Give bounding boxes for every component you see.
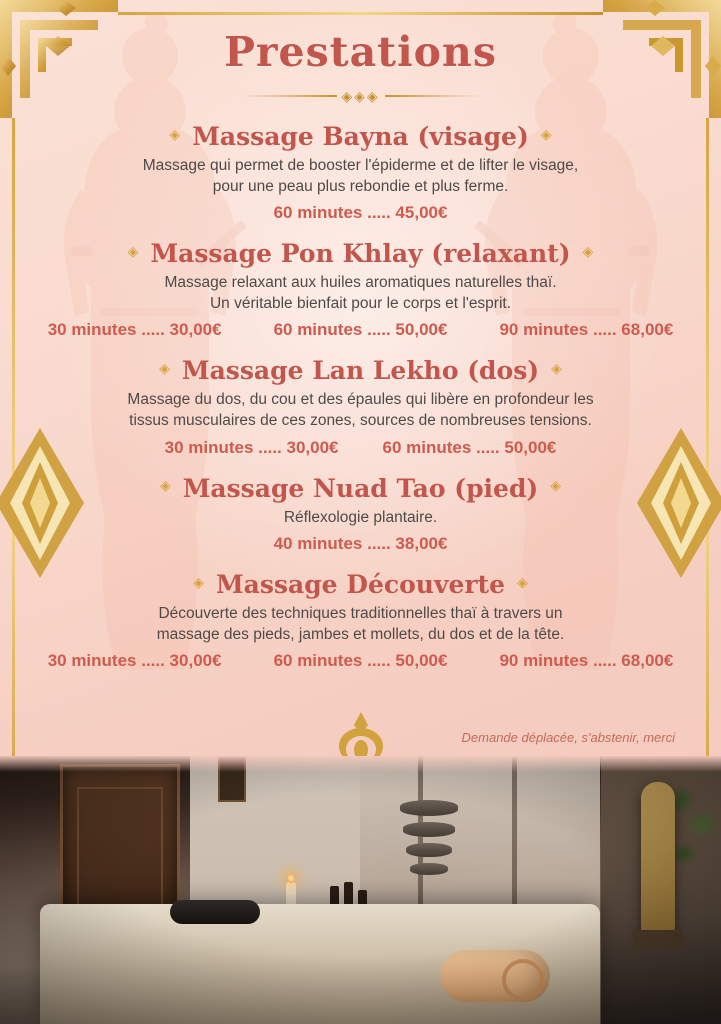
diamond-icon: ◈	[550, 478, 562, 495]
price-option: 30 minutes ..... 30,00€	[47, 651, 222, 671]
service-description-line: massage des pieds, jambes et mollets, du dos et de la tête.	[156, 625, 565, 643]
service-description-line: tissus musculaires de ces zones, sources de nombreuses tensions.	[129, 412, 592, 430]
service-name: Massage Lan Lekho (dos)	[181, 356, 540, 386]
service-description-line: Massage du dos, du cou et des épaules qui libère en profondeur les	[127, 391, 594, 409]
service-prices	[40, 203, 681, 223]
title-divider	[241, 86, 481, 106]
service-title-row	[40, 356, 681, 385]
price-option: 30 minutes ..... 30,00€	[164, 437, 339, 457]
divider-bar-right	[385, 95, 481, 97]
service-prices	[40, 320, 681, 340]
diamond-icon: ◈	[159, 360, 170, 377]
service-description-line: Découverte des techniques traditionnelles thaï à travers un	[158, 605, 563, 623]
service-name: Massage Pon Khlay (relaxant)	[150, 239, 571, 269]
photo-top-fade	[0, 756, 721, 772]
service-name: Massage Nuad Tao (pied)	[182, 473, 539, 503]
diamond-icon: ◈	[193, 574, 204, 591]
diamond-icon: ◈	[159, 478, 171, 495]
service-description-line: Massage qui permet de booster l'épiderme et de lifter le visage,	[142, 157, 579, 174]
service-item	[40, 474, 681, 555]
service-title-row	[40, 239, 681, 268]
service-prices	[40, 438, 681, 458]
service-description-line: Réflexologie plantaire.	[283, 508, 438, 526]
service-title-row	[40, 570, 681, 599]
diamond-icon: ◈	[127, 243, 139, 260]
service-prices	[40, 534, 681, 554]
price-option: 60 minutes ..... 50,00€	[273, 320, 448, 340]
price-option: 90 minutes ..... 68,00€	[499, 651, 674, 671]
service-description-line: pour une peau plus rebondie et plus ferme.	[212, 177, 509, 195]
price-option: 60 minutes ..... 50,00€	[273, 651, 448, 671]
diamond-icon: ◈	[169, 126, 181, 143]
diamond-icon: ◈	[582, 243, 594, 260]
service-prices	[40, 651, 681, 671]
price-option: 60 minutes ..... 45,00€	[273, 203, 448, 223]
service-name: Massage Découverte	[215, 570, 506, 600]
service-title-row	[40, 122, 681, 151]
service-description	[40, 604, 681, 645]
price-option: 90 minutes ..... 68,00€	[499, 320, 674, 340]
price-option: 60 minutes ..... 50,00€	[382, 437, 557, 457]
diamond-icon: ◈	[540, 126, 552, 143]
service-title-row	[40, 474, 681, 503]
price-option: 30 minutes ..... 30,00€	[47, 320, 222, 340]
service-item	[40, 239, 681, 340]
divider-bar-left	[241, 95, 337, 97]
service-item	[40, 122, 681, 223]
service-description	[40, 390, 681, 431]
service-item	[40, 356, 681, 457]
service-description-line: Un véritable bienfait pour le corps et l'esprit.	[209, 294, 512, 312]
service-description-line: Massage relaxant aux huiles aromatiques naturelles thaï.	[164, 274, 557, 292]
service-description	[40, 273, 681, 314]
service-description	[40, 156, 681, 197]
diamond-icon: ◈	[551, 360, 562, 377]
photo-vignette	[0, 756, 721, 1024]
massage-room-photo	[0, 756, 721, 1024]
diamond-icon: ◈	[517, 574, 528, 591]
service-name: Massage Bayna (visage)	[192, 122, 529, 151]
footer-note: Demande déplacée, s'abstenir, merci	[461, 730, 675, 745]
divider-diamond-ornament: ◈◈◈	[341, 88, 380, 104]
service-description	[40, 508, 681, 529]
service-item	[40, 570, 681, 671]
price-option: 40 minutes ..... 38,00€	[273, 534, 448, 554]
page-title: Prestations	[224, 28, 497, 76]
